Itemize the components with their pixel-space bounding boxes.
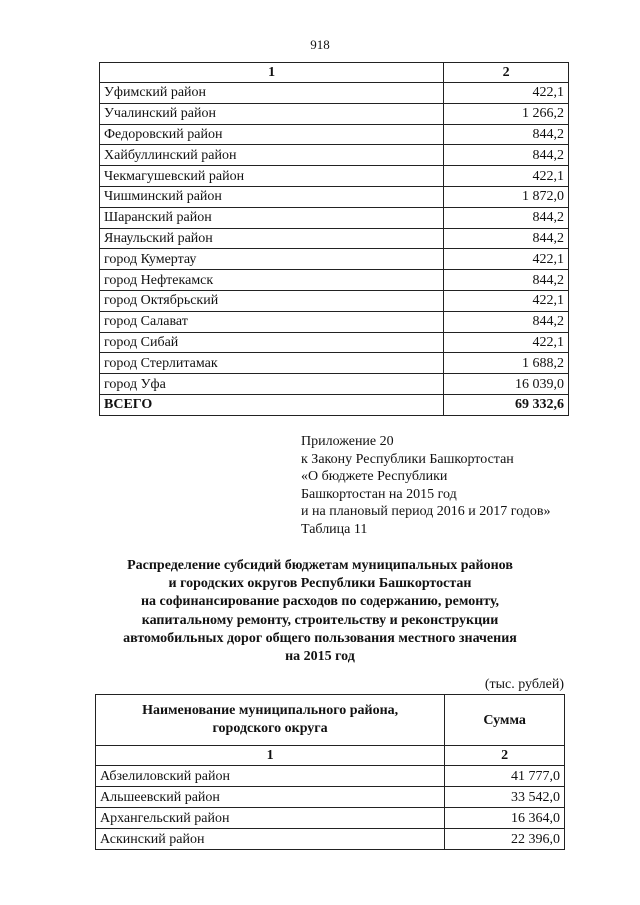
table-row xyxy=(96,808,565,829)
title-line: на 2015 год xyxy=(285,649,355,665)
table-row xyxy=(100,186,569,207)
table-row xyxy=(96,766,565,787)
total-amount: 69 332,6 xyxy=(444,394,569,415)
appendix-line: «О бюджете Республики xyxy=(301,469,448,484)
column-number-2: 2 xyxy=(444,63,569,83)
district-name: Чекмагушевский район xyxy=(100,166,444,187)
amount: 844,2 xyxy=(444,124,569,145)
table-row xyxy=(100,353,569,374)
header-district-name xyxy=(96,695,445,746)
title-line: на софинансирование расходов по содержанию, ремонту, xyxy=(140,594,500,610)
district-name: Абзелиловский район xyxy=(96,766,445,787)
district-name: Альшеевский район xyxy=(96,787,445,808)
amount: 22 396,0 xyxy=(445,829,565,850)
district-name: город Стерлитамак xyxy=(100,353,444,374)
amount: 844,2 xyxy=(444,228,569,249)
district-name: Учалинский район xyxy=(100,103,444,124)
page-number: 918 xyxy=(310,37,330,52)
amount: 422,1 xyxy=(444,166,569,187)
title-line: и городских округов Республики Башкортостан xyxy=(168,576,472,592)
amount: 422,1 xyxy=(444,332,569,353)
table-row xyxy=(100,374,569,395)
district-name: город Октябрьский xyxy=(100,290,444,311)
district-name: Федоровский район xyxy=(100,124,444,145)
table-row xyxy=(100,249,569,270)
title-line: автомобильных дорог общего пользования местного значения xyxy=(123,630,517,646)
table-row xyxy=(100,166,569,187)
table-row xyxy=(100,103,569,124)
district-name: Уфимский район xyxy=(100,83,444,104)
table-row xyxy=(96,829,565,850)
column-number-1: 1 xyxy=(100,63,444,83)
amount: 33 542,0 xyxy=(445,787,565,808)
amount: 844,2 xyxy=(444,311,569,332)
district-name: город Сибай xyxy=(100,332,444,353)
column-number-row xyxy=(96,746,565,766)
district-name: Аскинский район xyxy=(96,829,445,850)
district-name: город Кумертау xyxy=(100,249,444,270)
amount: 1 872,0 xyxy=(444,186,569,207)
district-name: Янаульский район xyxy=(100,228,444,249)
table-title xyxy=(0,557,640,666)
district-name: Хайбуллинский район xyxy=(100,145,444,166)
appendix-line: и на плановый период 2016 и 2017 годов» xyxy=(301,504,551,519)
subsidy-table xyxy=(95,694,565,850)
district-name: город Уфа xyxy=(100,374,444,395)
table-row xyxy=(100,228,569,249)
appendix-line: Приложение 20 xyxy=(301,434,394,449)
table-row xyxy=(96,787,565,808)
appendix-line: к Закону Республики Башкортостан xyxy=(301,451,514,467)
district-name: город Нефтекамск xyxy=(100,270,444,291)
unit-label: (тыс. рублей) xyxy=(484,677,564,692)
district-name: Архангельский район xyxy=(96,808,445,829)
table-row xyxy=(100,83,569,104)
amount: 1 688,2 xyxy=(444,353,569,374)
district-name: город Салават xyxy=(100,311,444,332)
amount: 844,2 xyxy=(444,207,569,228)
appendix-line: Таблица 11 xyxy=(301,521,368,537)
table-row xyxy=(100,145,569,166)
amount: 422,1 xyxy=(444,83,569,104)
amount: 844,2 xyxy=(444,145,569,166)
total-label: ВСЕГО xyxy=(100,394,444,415)
title-line: капитальному ремонту, строительству и реконструкции xyxy=(141,612,499,628)
header-sum: Сумма xyxy=(445,695,565,746)
amount: 844,2 xyxy=(444,270,569,291)
amount: 16 039,0 xyxy=(444,374,569,395)
table-row xyxy=(100,332,569,353)
header-name-line: Наименование муниципального района, xyxy=(142,703,399,718)
district-name: Чишминский район xyxy=(100,186,444,207)
column-number-row xyxy=(100,63,569,83)
table-row xyxy=(100,290,569,311)
title-line: Распределение субсидий бюджетам муниципальных районов xyxy=(127,558,513,573)
appendix-reference xyxy=(301,433,551,538)
table-row xyxy=(100,311,569,332)
subsidy-table-continued xyxy=(99,62,569,416)
amount: 422,1 xyxy=(444,290,569,311)
table-row xyxy=(100,207,569,228)
table-row xyxy=(100,270,569,291)
appendix-line: Башкортостан на 2015 год xyxy=(301,486,457,502)
district-name: Шаранский район xyxy=(100,207,444,228)
header-name-line: городского округа xyxy=(212,721,328,736)
total-row xyxy=(100,394,569,415)
column-number-1: 1 xyxy=(96,746,445,766)
amount: 41 777,0 xyxy=(445,766,565,787)
table-row xyxy=(100,124,569,145)
amount: 422,1 xyxy=(444,249,569,270)
amount: 16 364,0 xyxy=(445,808,565,829)
column-number-2: 2 xyxy=(445,746,565,766)
header-row xyxy=(96,695,565,746)
amount: 1 266,2 xyxy=(444,103,569,124)
